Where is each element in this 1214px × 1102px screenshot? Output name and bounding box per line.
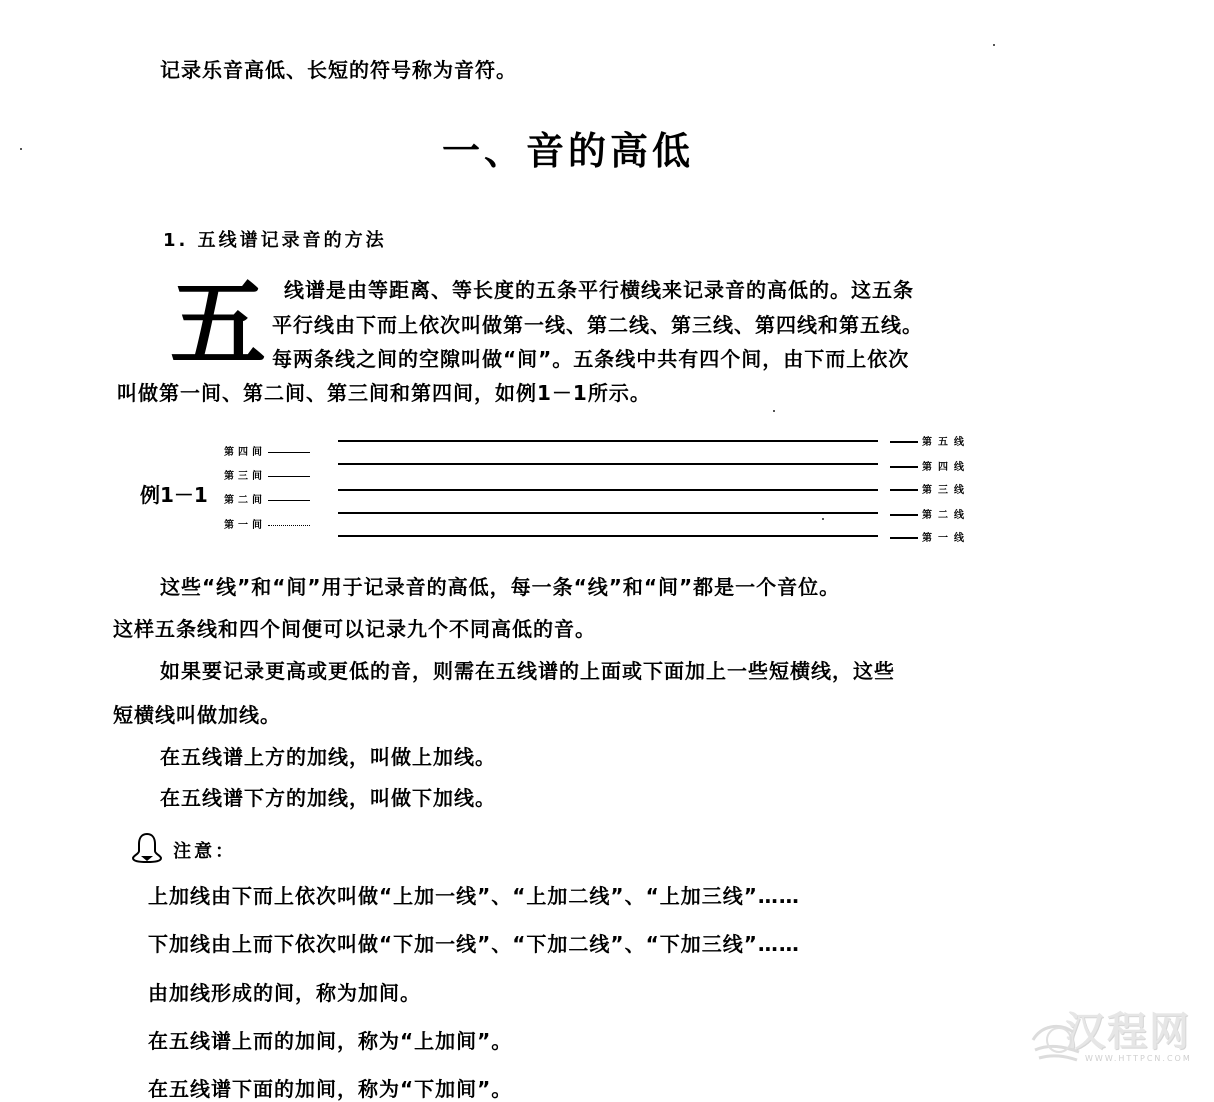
line-label-text: 第三线 [922, 485, 970, 496]
note-line: 在五线谱上而的加间，称为“上加间”。 [148, 1029, 513, 1053]
scan-speck [993, 44, 995, 46]
space-label-text: 第四间 [224, 447, 266, 458]
note-header [130, 832, 236, 868]
line-label-2 [890, 506, 970, 521]
line-label-text: 第五线 [922, 437, 970, 448]
staff-line-4 [338, 463, 878, 465]
note-line: 在五线谱下面的加间，称为“下加间”。 [148, 1077, 513, 1101]
note-label: 注意： [173, 841, 237, 862]
paragraph-line: 这样五条线和四个间便可以记录九个不同高低的音。 [113, 617, 596, 641]
staff-line-2 [338, 512, 878, 514]
drop-cap: 五 [170, 267, 266, 380]
paragraph-line: 在五线谱上方的加线，叫做上加线。 [160, 745, 496, 769]
space-label-text: 第一间 [224, 520, 266, 531]
space-label-text: 第三间 [224, 471, 266, 482]
paragraph-line: 在五线谱下方的加线，叫做下加线。 [160, 786, 496, 810]
paragraph-line: 短横线叫做加线。 [113, 703, 281, 727]
line-label-4 [890, 458, 970, 473]
bell-icon [130, 832, 164, 868]
leader-line [268, 476, 310, 477]
leader-line [268, 452, 310, 453]
scan-speck [822, 518, 824, 520]
leader-line [890, 466, 918, 468]
leader-line [890, 514, 918, 516]
line-label-1 [890, 529, 970, 544]
leader-line [890, 441, 918, 443]
line-label-text: 第二线 [922, 510, 970, 521]
example-label: 例1－1 [140, 483, 208, 507]
space-label-text: 第二间 [224, 495, 266, 506]
scan-speck [20, 148, 22, 150]
paragraph-line: 这些“线”和“间”用于记录音的高低，每一条“线”和“间”都是一个音位。 [160, 575, 841, 599]
line-label-text: 第四线 [922, 462, 970, 473]
space-label-2 [224, 491, 310, 506]
leader-line [890, 489, 918, 491]
watermark [1025, 1010, 1192, 1063]
line-label-5 [890, 433, 970, 448]
leader-line [890, 537, 918, 539]
scan-speck [773, 410, 775, 412]
staff-line-5 [338, 440, 878, 442]
subsection-heading: 1. 五线谱记录音的方法 [163, 230, 387, 251]
space-label-3 [224, 467, 310, 482]
line-label-text: 第一线 [922, 533, 970, 544]
space-label-1 [224, 516, 310, 531]
paragraph-line: 如果要记录更高或更低的音，则需在五线谱的上面或下面加上一些短横线，这些 [160, 659, 895, 683]
section-heading: 一、音的高低 [442, 129, 695, 173]
paragraph-line: 每两条线之间的空隙叫做“间”。五条线中共有四个间，由下而上依次 [272, 347, 910, 371]
intro-sentence: 记录乐音高低、长短的符号称为音符。 [160, 58, 517, 82]
note-line: 上加线由下而上依次叫做“上加一线”、“上加二线”、“上加三线”…… [148, 884, 800, 908]
paragraph-line: 线谱是由等距离、等长度的五条平行横线来记录音的高低的。这五条 [284, 278, 914, 302]
paragraph-line: 叫做第一间、第二间、第三间和第四间，如例1－1所示。 [117, 381, 651, 405]
staff-line-1 [338, 535, 878, 537]
watermark-title: 汉程网 [1065, 1009, 1191, 1055]
watermark-logo-icon [1025, 1010, 1085, 1070]
leader-line [268, 500, 310, 501]
note-line: 由加线形成的间，称为加间。 [148, 981, 421, 1005]
leader-line [268, 525, 310, 526]
note-line: 下加线由上而下依次叫做“下加一线”、“下加二线”、“下加三线”…… [148, 932, 800, 956]
space-label-4 [224, 443, 310, 458]
line-label-3 [890, 481, 970, 496]
watermark-url: WWW.HTTPCN.COM [1085, 1054, 1192, 1063]
paragraph-line: 平行线由下而上依次叫做第一线、第二线、第三线、第四线和第五线。 [272, 313, 923, 337]
staff-line-3 [338, 489, 878, 491]
